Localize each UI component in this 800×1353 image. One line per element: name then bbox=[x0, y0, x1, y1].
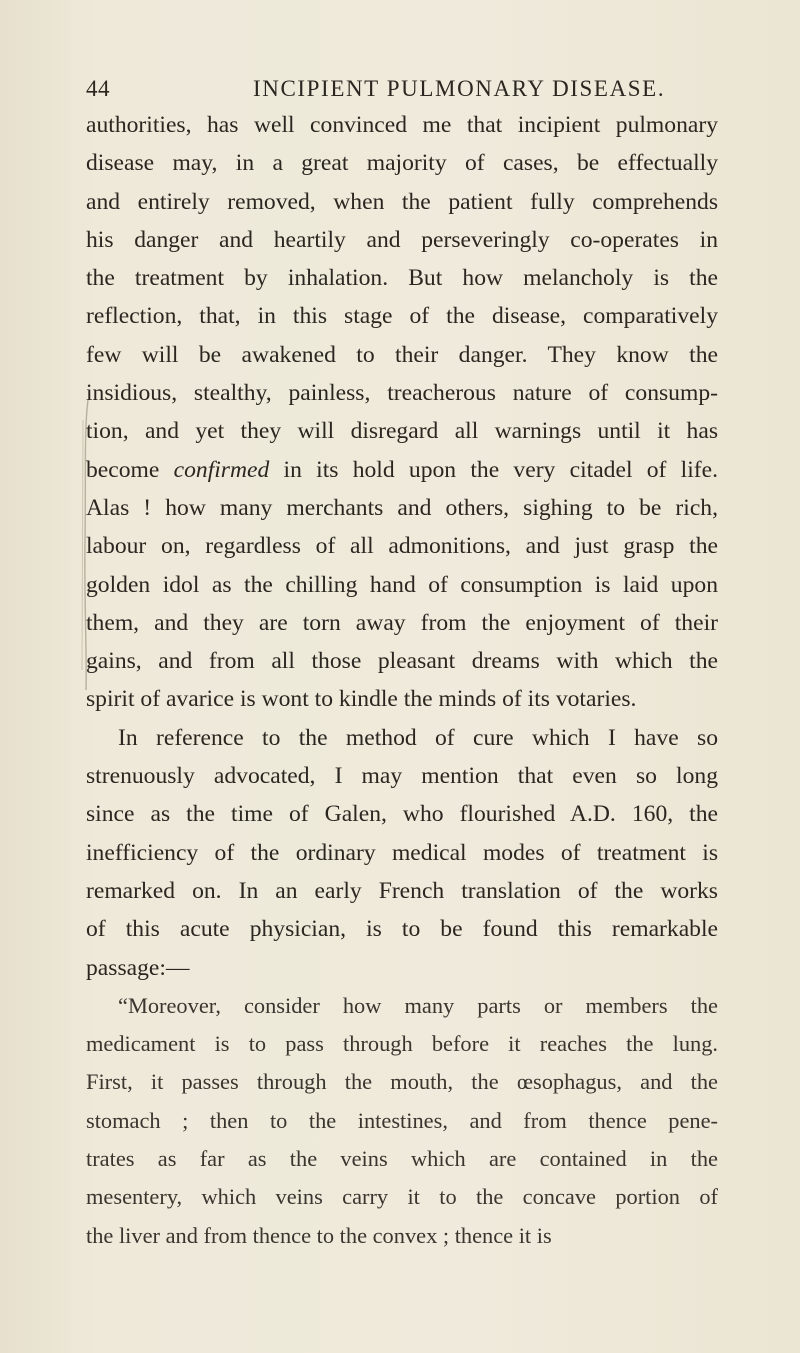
paragraph bbox=[86, 719, 718, 987]
text-line: insidious, stealthy, painless, treacherous nature of consump- bbox=[86, 380, 718, 407]
text-line: trates as far as the veins which are contained in the bbox=[86, 1146, 718, 1172]
text-line: reflection, that, in this stage of the disease, comparatively bbox=[86, 303, 718, 330]
text-line: and entirely removed, when the patient fully comprehends bbox=[86, 188, 718, 215]
text-line: medicament is to pass through before it reaches the lung. bbox=[86, 1031, 718, 1057]
emphasized-word: confirmed bbox=[173, 456, 270, 483]
text-line bbox=[86, 451, 718, 489]
text-segment: become bbox=[86, 456, 174, 483]
text-line: of this acute physician, is to be found this remarkable bbox=[86, 916, 718, 943]
quotation-paragraph bbox=[86, 987, 718, 1255]
text-line: gains, and from all those pleasant dreams with which the bbox=[86, 648, 718, 675]
text-line: his danger and heartily and perseveringly co-operates in bbox=[86, 226, 718, 253]
body-text bbox=[86, 106, 718, 1255]
text-line: In reference to the method of cure which I have so bbox=[118, 724, 718, 751]
page-header bbox=[86, 76, 716, 110]
text-line: First, it passes through the mouth, the œsophagus, and the bbox=[86, 1069, 718, 1095]
running-head: INCIPIENT PULMONARY DISEASE. bbox=[253, 76, 666, 101]
text-line: remarked on. In an early French translation of the works bbox=[86, 877, 718, 904]
text-segment: in its hold upon the very citadel of life. bbox=[269, 456, 718, 483]
text-line: disease may, in a great majority of cases, be effectually bbox=[86, 150, 718, 177]
text-line: passage:— bbox=[86, 954, 190, 981]
text-line: authorities, has well convinced me that incipient pulmonary bbox=[86, 112, 718, 138]
paragraph bbox=[86, 106, 718, 719]
text-line: golden idol as the chilling hand of consumption is laid upon bbox=[86, 571, 718, 598]
text-line: tion, and yet they will disregard all warnings until it has bbox=[86, 418, 718, 445]
text-line: since as the time of Galen, who flourished A.D. 160, the bbox=[86, 801, 718, 828]
text-line: them, and they are torn away from the enjoyment of their bbox=[86, 609, 718, 636]
text-line: few will be awakened to their danger. They know the bbox=[86, 341, 718, 368]
text-line: Alas ! how many merchants and others, sighing to be rich, bbox=[86, 494, 718, 521]
text-line: “Moreover, consider how many parts or members the bbox=[118, 992, 718, 1018]
text-line: the treatment by inhalation. But how melancholy is the bbox=[86, 265, 718, 292]
text-line: strenuously advocated, I may mention that even so long bbox=[86, 763, 718, 790]
text-line: stomach ; then to the intestines, and from thence pene- bbox=[86, 1107, 718, 1133]
text-line: the liver and from thence to the convex ; thence it is bbox=[86, 1222, 552, 1248]
page-number: 44 bbox=[86, 76, 110, 101]
text-line: inefficiency of the ordinary medical modes of treatment is bbox=[86, 839, 718, 866]
text-line: mesentery, which veins carry it to the concave portion of bbox=[86, 1184, 718, 1210]
text-line: spirit of avarice is wont to kindle the minds of its votaries. bbox=[86, 686, 637, 713]
text-line: labour on, regardless of all admonitions, and just grasp the bbox=[86, 533, 718, 560]
